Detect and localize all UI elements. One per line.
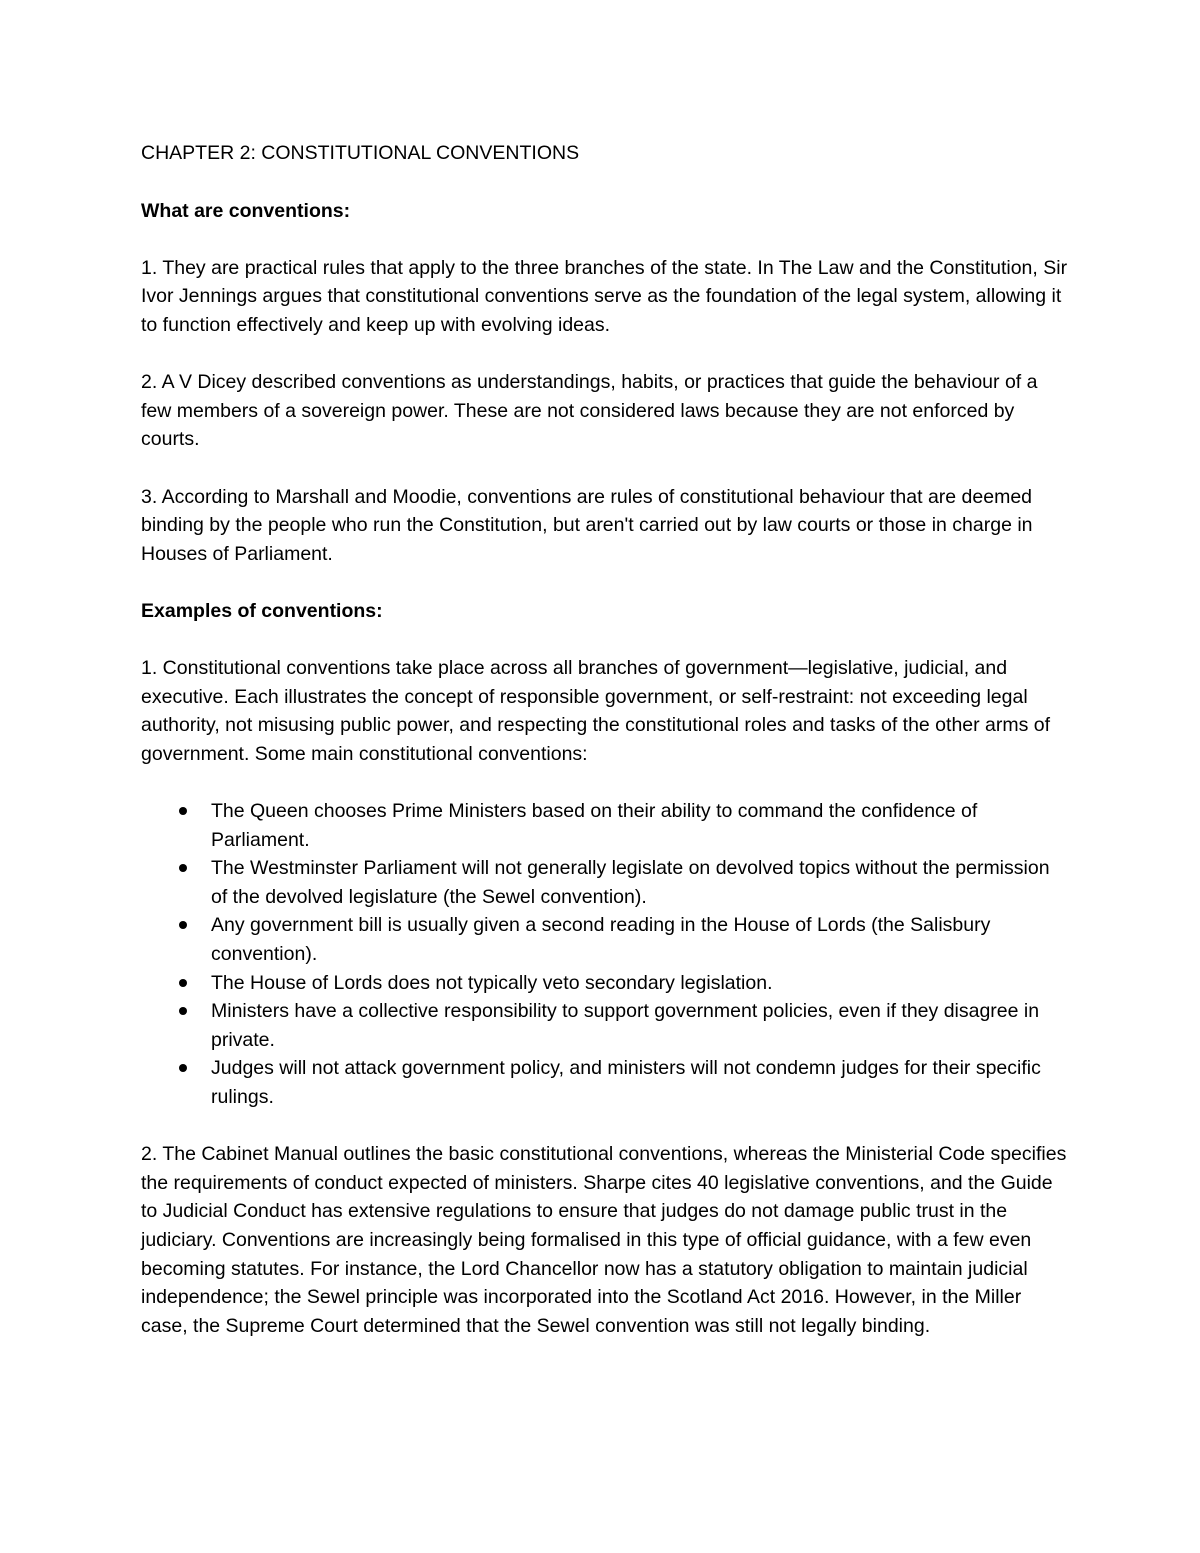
- paragraph-what-1: 1. They are practical rules that apply to the three branches of the state. In The Law and the Constitution, Sir Ivor Jennings argues that constitutional conventions serve as the foundation of the legal system, allowing it to function effectively and keep up with evolving ideas.: [141, 256, 1068, 336]
- bullet-icon: [179, 979, 187, 987]
- paragraph-what-2: 2. A V Dicey described conventions as understandings, habits, or practices that guide the behaviour of a few members of a sovereign power. These are not considered laws because they are not enforced by courts.: [141, 371, 1038, 451]
- list-item: [141, 997, 1071, 1054]
- list-item-text: Ministers have a collective responsibility to support government policies, even if they disagree in private.: [211, 1000, 1040, 1051]
- paragraph-examples-closing: 2. The Cabinet Manual outlines the basic constitutional conventions, whereas the Ministerial Code specifies the requirements of conduct expected of ministers. Sharpe cites 40 legislative conventions, and the Guide to Judicial Conduct has extensive regulations to ensure that judges do not damage public trust in the judiciary. Conventions are increasingly being formalised in this type of official guidance, with a few even becoming statutes. For instance, the Lord Chancellor now has a statutory obligation to maintain judicial independence; the Sewel principle was incorporated into the Scotland Act 2016. However, in the Miller case, the Supreme Court determined that the Sewel convention was still not legally binding.: [141, 1143, 1067, 1337]
- bullet-icon: [179, 1064, 187, 1072]
- list-item-text: The House of Lords does not typically veto secondary legislation.: [211, 971, 773, 994]
- bullet-icon: [179, 921, 187, 929]
- list-item: [141, 797, 1071, 854]
- conventions-bullet-list: [141, 797, 1071, 1112]
- list-item: [141, 911, 1071, 968]
- list-item: [141, 969, 1071, 998]
- list-item: [141, 1054, 1071, 1111]
- list-item-text: The Queen chooses Prime Ministers based on their ability to command the confidence of Parliament.: [211, 800, 978, 851]
- bullet-icon: [179, 864, 187, 872]
- list-item: [141, 854, 1071, 911]
- paragraph-examples-intro: 1. Constitutional conventions take place across all branches of government—legislative, judicial, and executive. Each illustrates the concept of responsible government, or self-restraint: not exceeding legal authority, not misusing public power, and respecting the constitutional roles and tasks of the other arms of government. Some main constitutional conventions:: [141, 657, 1051, 765]
- document-page: [141, 139, 1071, 1340]
- chapter-title: CHAPTER 2: CONSTITUTIONAL CONVENTIONS: [141, 142, 580, 164]
- list-item-text: The Westminster Parliament will not generally legislate on devolved topics without the permission of the devolved legislature (the Sewel convention).: [211, 857, 1050, 908]
- list-item-text: Judges will not attack government policy, and ministers will not condemn judges for their specific rulings.: [211, 1057, 1041, 1108]
- bullet-icon: [179, 1007, 187, 1015]
- bullet-icon: [179, 807, 187, 815]
- heading-examples-of-conventions: Examples of conventions:: [141, 599, 383, 622]
- list-item-text: Any government bill is usually given a second reading in the House of Lords (the Salisbury convention).: [211, 914, 991, 966]
- paragraph-what-3: 3. According to Marshall and Moodie, conventions are rules of constitutional behaviour that are deemed binding by the people who run the Constitution, but aren't carried out by law courts or those in charge in Houses of Parliament.: [141, 485, 1033, 565]
- heading-what-are-conventions: What are conventions:: [141, 199, 351, 222]
